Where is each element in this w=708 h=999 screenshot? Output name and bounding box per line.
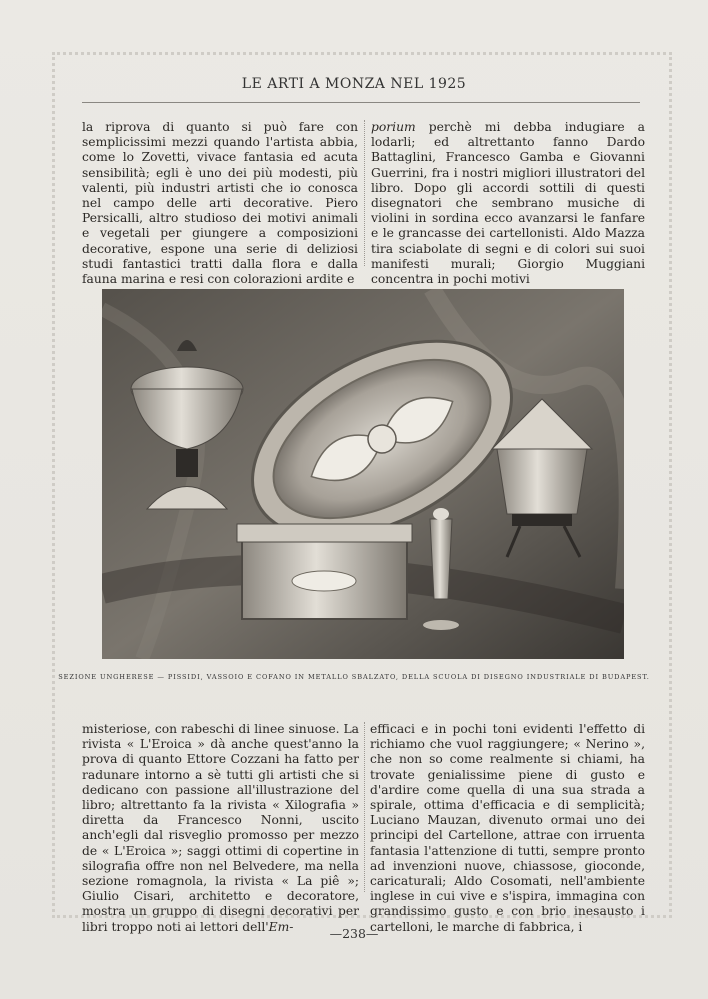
column-divider-top [364,120,365,266]
italic-fragment: porium [371,120,416,134]
figure-caption: SEZIONE UNGHERESE — PISSIDI, VASSOIO E COFANO IN METALLO SBALZATO, DELLA SCUOLA DI DISEGNO INDUSTRIALE DI BUDAPEST. [58,673,650,681]
bottom-left-column [82,722,359,935]
photo-illustration [102,289,624,659]
top-left-column: la riprova di quanto si può fare con semplicissimi mezzi quando l'artista abbia, come lo Zovetti, vivace fantasia ed acuta sensibilità; egli è uno dei più modesti, più valenti, più industri artisti che io conosca nel campo delle arti decorative. Piero Persicalli, altro studioso dei motivi animali e vegetali per giungere a composizioni decorative, espone una serie di deliziosi studi fantastici tratti dalla flora e dalla fauna marina e resi con colorazioni ardite e [82,120,358,287]
running-header: LE ARTI A MONZA NEL 1925 [241,76,467,92]
bottom-right-column: efficaci e in pochi toni evidenti l'effetto di richiamo che vuol raggiungere; « Nerino », che non so come realmente si chiami, ha trovate genialissime piene di gusto e d'ardire come quella di una sua strada a spirale, ottima d'efficacia e di semplicità; Luciano Mauzan, divenuto ormai uno dei principi del Cartellone, attrae con irruenta fantasia l'attenzione di tutti, sempre pronto ad invenzioni nuove, chiassose, gioconde, caricaturali; Aldo Cosomati, nell'ambiente inglese in cui vive e s'ispira, immagina con grandissimo gusto e con brio inesausto i cartelloni, le marche di fabbrica, i [370,722,645,934]
casket [237,524,412,619]
photograph-metalwork [102,289,624,659]
page-number: —238— [329,926,379,941]
italic-fragment-bottom: Em- [268,919,294,934]
header-rule [82,102,640,103]
column-divider-bottom [364,722,365,892]
top-right-text: perchè mi debba indugiare a lodarli; ed altrettanto fanno Dardo Battaglini, Francesco Gamba e Giovanni Guerrini, fra i nostri migliori illustratori del libro. Dopo gli accordi sottili di questi disegnatori che sembrano musiche di violini in sordina ecco avanzarsi le fanfare e le grancasse dei cartellonisti. Aldo Mazza tira sciabolate di segni e di colori sui suoi manifesti murali; Giorgio Muggiani concentra in pochi motivi [371,120,645,287]
bottom-left-text: misteriose, con rabeschi di linee sinuose. La rivista « L'Eroica » dà anche quest'anno la prova di quanto Ettore Cozzani ha fatto per radunare intorno a sè tutti gli artisti che si dedicano con passione all'illustrazione del libro; altrettanto fa la rivista « Xilografia » diretta da Francesco Nonni, uscito anch'egli dal risveglio promosso per mezzo de « L'Eroica »; saggi ottimi di copertine in silografia offre non nel Belvedere, ma nella sezione romagnola, la rivista « La piê »; Giulio Cisari, architetto e decoratore, mostra un gruppo di disegni decorativi per libri troppo noti ai lettori dell' [82,722,359,934]
top-right-column [371,120,645,287]
